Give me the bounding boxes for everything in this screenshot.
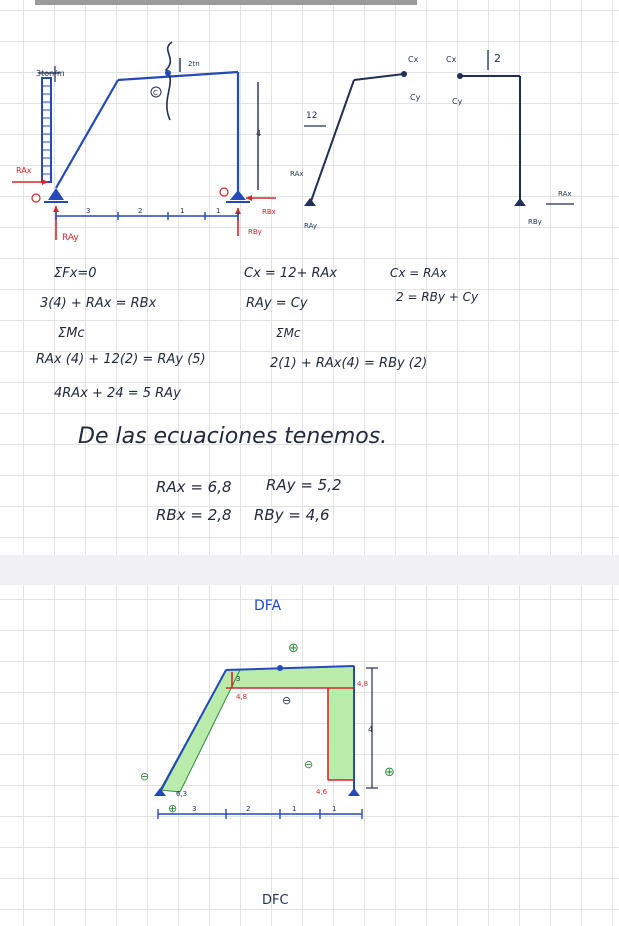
dfa-value-1: 4,8 — [236, 693, 248, 701]
fbd-cx1: Cx — [408, 55, 419, 64]
hinge-c-label: C — [153, 89, 158, 97]
eq-sum-mc: ΣMc — [58, 326, 85, 341]
dfa-sign-left: ⊖ — [140, 770, 150, 783]
dfa-value-2: 4,8 — [357, 680, 369, 688]
top-load-label: 2tn — [188, 60, 200, 68]
dfa-value-5: 3 — [236, 675, 241, 683]
dfa-dim-1: 3 — [192, 805, 197, 813]
dim-1: 3 — [86, 207, 91, 215]
result-rax: RAx = 6,8 — [156, 478, 232, 496]
reaction-by-label: RBy — [248, 228, 262, 236]
dfa-hinge — [277, 665, 283, 671]
eq-3: 4RAx + 24 = 5 RAy — [54, 386, 181, 401]
dim-4: 1 — [216, 207, 221, 215]
fbd-rax: RAx — [290, 170, 304, 178]
fbd-rby: RBy — [528, 218, 542, 226]
fbd-rbx: RAx — [558, 190, 572, 198]
dfc-title: DFC — [262, 893, 289, 908]
dim-3: 1 — [180, 207, 185, 215]
result-rbx: RBx = 2,8 — [156, 506, 232, 524]
reaction-bx-label: RBx — [262, 208, 276, 216]
fbd-cy1: Cy — [410, 93, 421, 102]
height-dim-label: 4 — [256, 129, 262, 138]
eq-c1: Cx = RAx — [390, 266, 447, 280]
eq-c2: 2 = RBy + Cy — [396, 290, 479, 304]
conclusion-intro: De las ecuaciones tenemos. — [78, 424, 388, 449]
eq-1: 3(4) + RAx = RBx — [40, 296, 157, 311]
dfa-title: DFA — [254, 598, 282, 614]
dfa-sign-mid: ⊖ — [282, 694, 292, 707]
dfa-sign-far: ⊕ — [384, 765, 395, 780]
dfa-value-3: 4,6 — [316, 788, 328, 796]
dfa-value-4: 6,3 — [176, 790, 188, 798]
dfa-height-label: 4 — [368, 725, 374, 734]
dfa-sign-top: ⊕ — [288, 641, 299, 656]
dfa-dim-3: 1 — [292, 805, 297, 813]
load-left-label: 3ton/m — [36, 69, 65, 78]
result-ray: RAy = 5,2 — [266, 476, 342, 494]
fbd-force-top: 2 — [494, 52, 501, 65]
dfa-dim-4: 1 — [332, 805, 337, 813]
eq-r1: Cx = 12+ RAx — [244, 266, 338, 281]
eq-2: RAx (4) + 12(2) = RAy (5) — [36, 352, 206, 367]
dim-2: 2 — [138, 207, 143, 215]
eq-r4: 2(1) + RAx(4) = RBy (2) — [270, 356, 428, 371]
fbd-force-side: 12 — [306, 111, 318, 121]
fbd-cx2: Cx — [446, 55, 457, 64]
reaction-ay-label: RAy — [62, 233, 79, 243]
fbd-cy2: Cy — [452, 97, 463, 106]
dfa-dim-2: 2 — [246, 805, 251, 813]
eq-r2: RAy = Cy — [246, 296, 308, 311]
eq-r3: ΣMc — [276, 326, 301, 340]
reaction-ax-label: RAx — [16, 166, 32, 175]
dfa-fill-right — [328, 688, 354, 780]
dfa-sign-base: ⊕ — [168, 802, 178, 815]
fbd-ray: RAy — [304, 222, 318, 230]
eq-sum-fx: ΣFx=0 — [54, 266, 97, 281]
result-rby: RBy = 4,6 — [254, 506, 330, 524]
dfa-sign-right: ⊖ — [304, 758, 314, 771]
